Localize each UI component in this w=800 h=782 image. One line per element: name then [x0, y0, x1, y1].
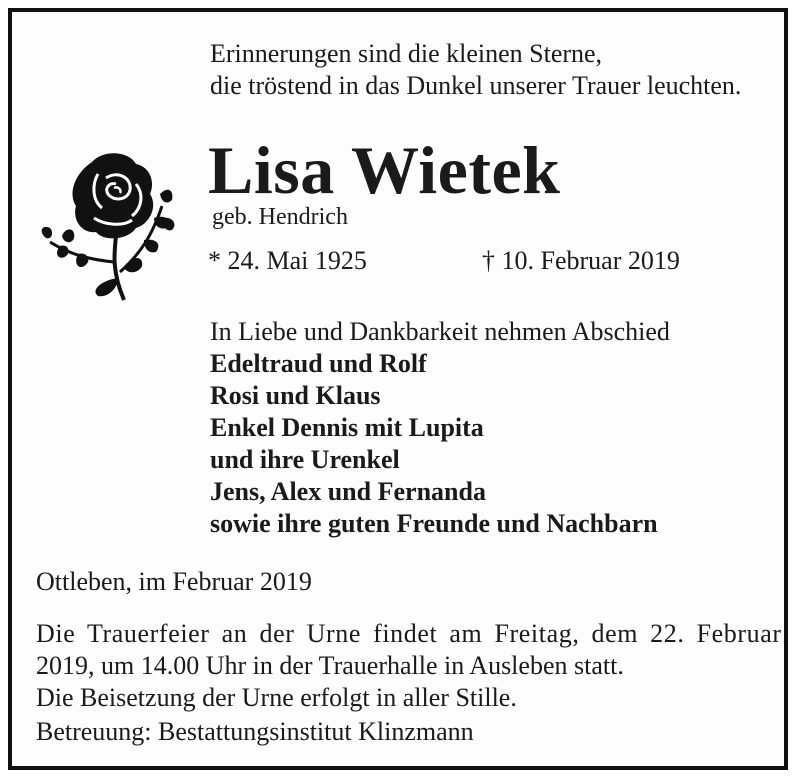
mourners-intro: In Liebe und Dankbarkeit nehmen Abschied: [210, 317, 670, 346]
funeral-details-line: Die Trauerfeier an der Urne findet am Freitag, dem 22. Februar: [36, 619, 782, 648]
undertaker-line: Betreuung: Bestattungsinstitut Klinzmann: [36, 717, 474, 746]
birth-date: * 24. Mai 1925: [208, 246, 367, 275]
mourner-line: Edeltraud und Rolf: [210, 349, 427, 378]
mourner-line: und ihre Urenkel: [210, 445, 400, 474]
verse-line-1: Erinnerungen sind die kleinen Sterne,: [210, 39, 603, 68]
verse-line-2: die tröstend in das Dunkel unserer Trauer leuchten.: [210, 71, 742, 100]
death-date: † 10. Februar 2019: [482, 246, 680, 275]
place-date: Ottleben, im Februar 2019: [36, 567, 312, 596]
mourner-line: sowie ihre guten Freunde und Nachbarn: [210, 509, 658, 538]
burial-note: Die Beisetzung der Urne erfolgt in aller Stille.: [36, 683, 517, 712]
rose-icon: [32, 144, 182, 304]
deceased-name: Lisa Wietek: [208, 132, 561, 208]
funeral-details-line: 2019, um 14.00 Uhr in der Trauerhalle in Ausleben statt.: [36, 651, 624, 680]
obituary-notice: [8, 8, 788, 770]
mourner-line: Rosi und Klaus: [210, 381, 381, 410]
mourner-line: Jens, Alex und Fernanda: [210, 477, 486, 506]
mourner-line: Enkel Dennis mit Lupita: [210, 413, 484, 442]
maiden-name: geb. Hendrich: [212, 204, 348, 230]
